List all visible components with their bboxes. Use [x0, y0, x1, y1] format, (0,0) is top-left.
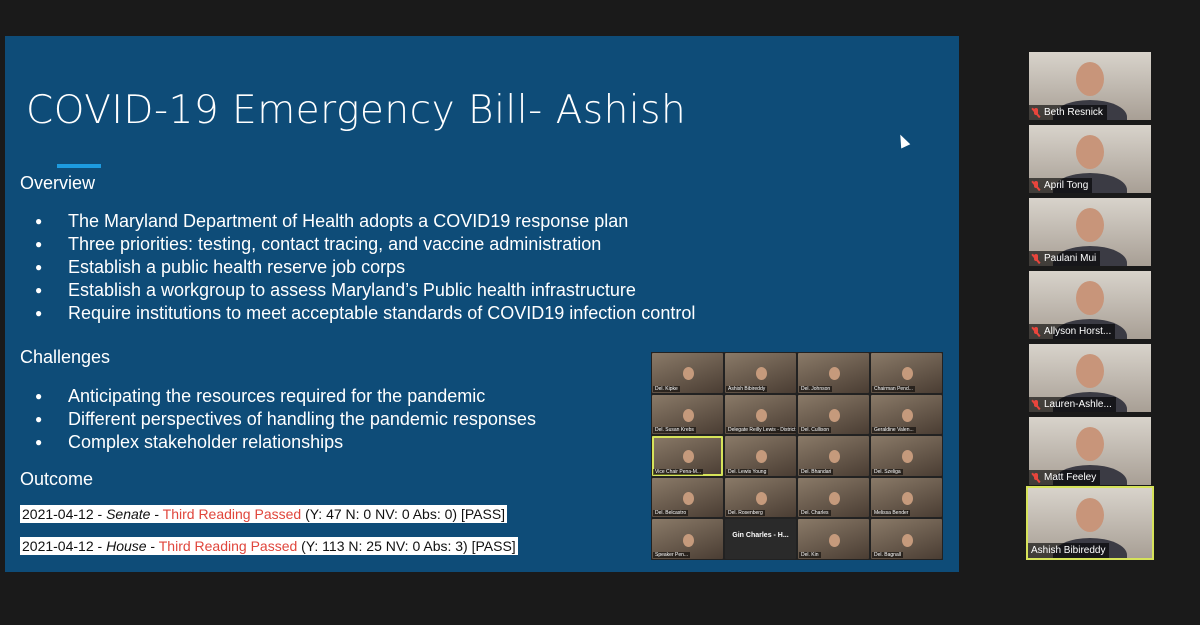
avatar	[683, 409, 694, 422]
avatar	[829, 367, 840, 380]
avatar	[1076, 354, 1104, 388]
participant-nameplate	[1029, 324, 1115, 339]
grid-tile	[725, 353, 796, 393]
chamber-name: House	[106, 538, 147, 554]
grid-tile-name: Del. Bhandari	[801, 468, 832, 475]
vote-action: Third Reading Passed	[158, 538, 298, 554]
grid-tile-name: Ashish Bibireddy	[728, 385, 766, 392]
avatar	[683, 450, 694, 463]
avatar	[902, 367, 913, 380]
avatar	[1076, 62, 1104, 96]
grid-tile	[725, 478, 796, 518]
senate-vote-line: 2021-04-12 - Senate - Third Reading Passed (Y: 47 N: 0 NV: 0 Abs: 0) [PASS]	[22, 506, 506, 522]
overview-heading: Overview	[20, 173, 96, 193]
grid-tile-name: Del. Charles	[801, 510, 829, 517]
mic-muted-icon	[1032, 400, 1040, 410]
grid-tile-name: Del. Johnson	[801, 385, 831, 392]
avatar	[756, 450, 767, 463]
mouse-cursor-icon	[896, 132, 911, 148]
grid-tile	[725, 395, 796, 435]
participant-video-tile[interactable]	[1026, 486, 1154, 560]
grid-tile	[798, 436, 869, 476]
participant-name: Matt Feeley	[1044, 472, 1097, 483]
grid-tile-name: Delegate Reilly Lewis - District	[728, 427, 796, 434]
participant-name: Allyson Horst...	[1044, 326, 1112, 337]
participant-nameplate	[1029, 251, 1100, 266]
avatar	[683, 534, 694, 547]
vote-action: Third Reading Passed	[162, 506, 302, 522]
challenges-heading: Challenges	[20, 347, 111, 367]
avatar	[829, 492, 840, 505]
outcome-heading: Outcome	[20, 469, 94, 489]
mic-muted-icon	[1032, 473, 1040, 483]
participant-name: April Tong	[1044, 180, 1089, 191]
participant-name: Beth Resnick	[1044, 107, 1103, 118]
grid-tile-name: Del. Bagnall	[874, 551, 901, 558]
grid-tile-name: Vice Chair Pena-M...	[655, 468, 702, 475]
mic-muted-icon	[1032, 327, 1040, 337]
house-vote-line: 2021-04-12 - House - Third Reading Passed (Y: 113 N: 25 NV: 0 Abs: 3) [PASS]	[22, 538, 516, 554]
mic-muted-icon	[1032, 254, 1040, 264]
grid-tile-name: Geraldine Valen...	[874, 427, 914, 434]
avatar	[902, 492, 913, 505]
embedded-meeting-screenshot	[651, 352, 943, 560]
avatar	[683, 367, 694, 380]
grid-tile	[725, 519, 796, 559]
grid-tile	[652, 353, 723, 393]
participant-video-tile[interactable]	[1029, 344, 1151, 412]
avatar	[829, 534, 840, 547]
list-item: ● Different perspectives of handling the pandemic responses	[35, 408, 536, 431]
overview-list	[35, 210, 695, 325]
grid-tile	[652, 436, 723, 476]
grid-tile-name: Speaker Pen...	[655, 551, 689, 558]
grid-tile	[652, 478, 723, 518]
participant-name: Paulani Mui	[1044, 253, 1097, 264]
list-item: ● The Maryland Department of Health adopts a COVID19 response plan	[35, 210, 695, 233]
participant-nameplate	[1029, 178, 1092, 193]
grid-tile-name: Chairman Pend...	[874, 385, 913, 392]
participant-nameplate	[1028, 543, 1109, 558]
grid-tile	[652, 395, 723, 435]
grid-tile-name: Del. Lewis Young	[728, 468, 767, 475]
challenges-list	[35, 385, 536, 454]
avatar	[683, 492, 694, 505]
avatar	[1076, 208, 1104, 242]
title-accent-bar	[57, 164, 101, 168]
avatar	[756, 409, 767, 422]
chamber-name: Senate	[106, 506, 151, 522]
participant-video-tile[interactable]	[1029, 125, 1151, 193]
grid-tile-name: Del. Szeliga	[874, 468, 901, 475]
avatar	[902, 450, 913, 463]
grid-tile-name: Del. Kipke	[655, 385, 678, 392]
participant-video-tile[interactable]	[1029, 417, 1151, 485]
mic-muted-icon	[1032, 108, 1040, 118]
grid-tile-name: Del. Rosenberg	[728, 510, 763, 517]
mic-muted-icon	[1032, 181, 1040, 191]
grid-tile	[798, 395, 869, 435]
grid-tile	[798, 353, 869, 393]
grid-tile	[798, 478, 869, 518]
avatar	[1076, 498, 1104, 532]
grid-tile-name: Del. Susan Krebs	[655, 427, 694, 434]
participant-name: Lauren-Ashle...	[1044, 399, 1112, 410]
participant-video-tile[interactable]	[1029, 52, 1151, 120]
grid-tile	[798, 519, 869, 559]
avatar	[829, 409, 840, 422]
avatar	[1076, 281, 1104, 315]
avatar	[756, 492, 767, 505]
avatar	[829, 450, 840, 463]
grid-tile-name: Del. Kin	[801, 551, 819, 558]
list-item: ● Establish a workgroup to assess Maryland’s Public health infrastructure	[35, 279, 695, 302]
list-item: ● Establish a public health reserve job corps	[35, 256, 695, 279]
grid-tile	[871, 353, 942, 393]
participant-nameplate	[1029, 105, 1107, 120]
avatar	[756, 367, 767, 380]
participant-name: Ashish Bibireddy	[1031, 545, 1106, 556]
avatar	[902, 409, 913, 422]
grid-tile	[871, 478, 942, 518]
grid-tile-name: Gin Charles - H...	[732, 532, 789, 540]
grid-tile	[652, 519, 723, 559]
participant-video-tile[interactable]	[1029, 198, 1151, 266]
shared-screen-slide	[5, 36, 959, 572]
avatar	[902, 534, 913, 547]
list-item: ● Complex stakeholder relationships	[35, 431, 536, 454]
grid-tile	[871, 519, 942, 559]
grid-tile	[871, 395, 942, 435]
avatar	[1076, 427, 1104, 461]
grid-tile-name: Del. Belcastro	[655, 510, 687, 517]
participant-nameplate	[1029, 470, 1100, 485]
slide-title: COVID-19 Emergency Bill- Ashish	[26, 88, 687, 133]
list-item: ● Anticipating the resources required for the pandemic	[35, 385, 536, 408]
grid-tile-name: Melissa Bender	[874, 510, 909, 517]
list-item: ● Require institutions to meet acceptable standards of COVID19 infection control	[35, 302, 695, 325]
participant-nameplate	[1029, 397, 1116, 412]
grid-tile-name: Del. Cullison	[801, 427, 830, 434]
avatar	[1076, 135, 1104, 169]
grid-tile	[725, 436, 796, 476]
participant-video-tile[interactable]	[1029, 271, 1151, 339]
grid-tile	[871, 436, 942, 476]
list-item: ● Three priorities: testing, contact tracing, and vaccine administration	[35, 233, 695, 256]
